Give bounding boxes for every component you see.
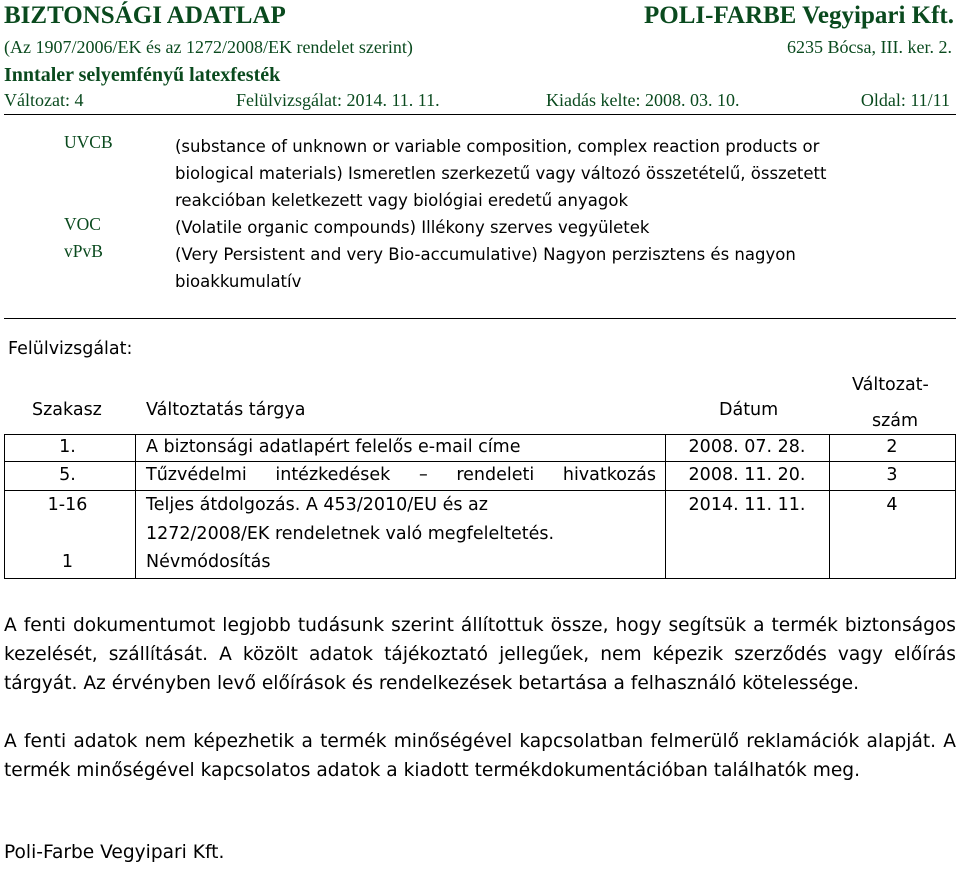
cell-subject: 1272/2008/EK rendeletnek való megfeleltetés.: [146, 524, 555, 544]
abbr-def-voc: (Volatile organic compounds) Illékony szerves vegyületek: [175, 218, 650, 237]
abbr-term-voc: VOC: [64, 214, 101, 234]
document-title: BIZTONSÁGI ADATLAP: [4, 2, 286, 29]
cell-section: 5.: [59, 465, 76, 485]
revision-heading: Felülvizsgálat:: [8, 339, 133, 359]
company-name: POLI-FARBE Vegyipari Kft.: [644, 2, 954, 29]
abbr-def-vpvb: [175, 241, 796, 295]
abbr-def-vpvb-line: bioakkumulatív: [175, 272, 302, 291]
cell-section: 1: [61, 552, 74, 572]
col-header-section: Szakasz: [32, 400, 102, 420]
issue-date: Kiadás kelte: 2008. 03. 10.: [546, 90, 740, 110]
table-rule: [4, 490, 956, 491]
page-number: Oldal: 11/11: [860, 90, 950, 110]
cell-subject: Névmódosítás: [146, 552, 271, 572]
cell-date: 2008. 11. 20.: [688, 465, 806, 485]
cell-date: 2014. 11. 11.: [688, 495, 806, 515]
cell-section: 1.: [59, 437, 76, 457]
regulation-reference: (Az 1907/2006/EK és az 1272/2008/EK rendelet szerint): [4, 37, 413, 57]
abbr-def-uvcb: [175, 133, 826, 214]
abbr-def-uvcb-line: reakcióban keletkezett vagy biológiai eredetű anyagok: [175, 191, 628, 210]
abbr-def-uvcb-line: (substance of unknown or variable composition, complex reaction products or: [175, 137, 820, 156]
header-divider: [4, 114, 956, 115]
cell-version: 2: [886, 437, 898, 457]
cell-subject: Tűzvédelmi intézkedések – rendeleti hivatkozás: [146, 465, 656, 485]
table-rule: [4, 461, 956, 462]
table-rule: [955, 434, 956, 578]
revision-date: Felülvizsgálat: 2014. 11. 11.: [236, 90, 440, 110]
disclaimer-paragraph-1: A fenti dokumentumot legjobb tudásunk szerint állítottuk össze, hogy segítsük a termék biztonságos kezelését, szállítását. A közölt adatok tájékoztató jellegűek, nem képezik szerződés vagy előírás tárgyát. Az érvényben levő előírások és rendelkezések betartása a felhasználó kötelessége.: [4, 615, 956, 694]
table-rule: [4, 578, 956, 579]
abbr-term-vpvb: vPvB: [64, 241, 103, 261]
table-rule: [4, 434, 956, 435]
company-address: 6235 Bócsa, III. ker. 2.: [787, 37, 952, 57]
col-header-version-line1: Változat-: [852, 375, 929, 395]
cell-version: 3: [886, 465, 898, 485]
footer-company: Poli-Farbe Vegyipari Kft.: [4, 842, 225, 863]
col-header-subject: Változtatás tárgya: [146, 400, 306, 420]
abbr-def-uvcb-line: biological materials) Ismeretlen szerkezetű vagy változó összetételű, összetett: [175, 164, 827, 183]
product-name: Inntaler selyemfényű latexfesték: [4, 64, 281, 86]
cell-subject: Teljes átdolgozás. A 453/2010/EU és az: [146, 495, 488, 515]
abbreviations-divider: [4, 318, 956, 319]
col-header-version-line2: szám: [872, 411, 919, 431]
version-label: Változat: 4: [4, 90, 84, 110]
cell-version: 4: [886, 495, 898, 515]
cell-section: 1-16: [47, 495, 88, 515]
cell-date: 2008. 07. 28.: [688, 437, 806, 457]
col-header-date: Dátum: [719, 400, 779, 420]
table-rule: [135, 434, 136, 578]
disclaimer-paragraph-2: A fenti adatok nem képezhetik a termék minőségével kapcsolatban felmerülő reklamációk alapját. A termék minőségével kapcsolatos adatok a kiadott termékdokumentációban találhatók meg.: [4, 731, 956, 781]
abbr-def-vpvb-line: (Very Persistent and very Bio-accumulative) Nagyon perzisztens és nagyon: [175, 245, 796, 264]
cell-subject: A biztonsági adatlapért felelős e-mail címe: [146, 437, 521, 457]
abbr-term-uvcb: UVCB: [64, 132, 113, 152]
